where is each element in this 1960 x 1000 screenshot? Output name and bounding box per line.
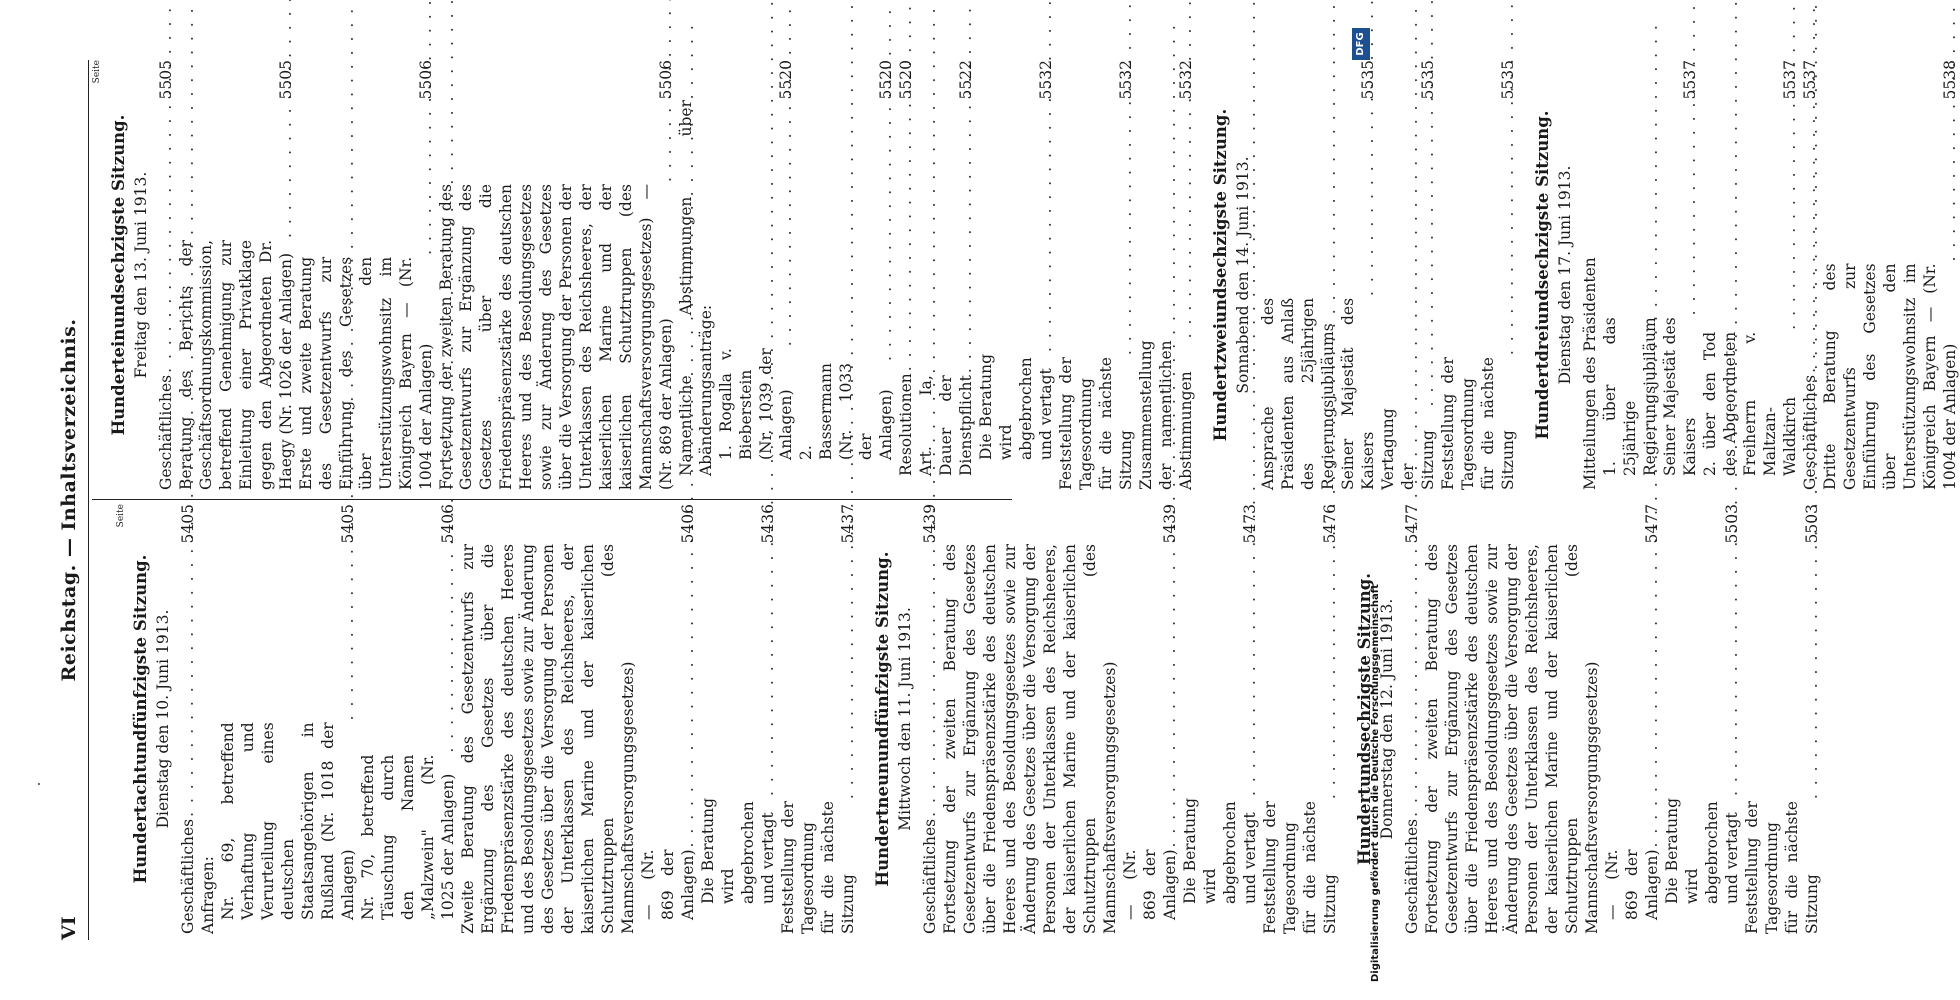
page-ref: 5406 xyxy=(679,504,697,544)
entry-text: Fortsetzung der zweiten Beratung des Gesetzentwurfs zur Ergänzung des Gesetzes über die Friedenspräsenzstärke des deutschen Heeres und des Besoldungsgesetzes sowie zur Änderung des Gesetzes über die Versorgung der Personen der Unterklassen des Reichsheeres, der kaiserlichen Marine und der kaiserlichen Schutztruppen (des Mannschaftsversorgungsgesetzes) — (Nr. 869 der Anlagen) xyxy=(437,184,675,490)
toc-entry xyxy=(920,504,940,934)
entry-text: Fortsetzung der zweiten Beratung des Gesetzentwurfs zur Ergänzung des Gesetzes über die Friedenspräsenzstärke des deutschen Heeres und des Besoldungsgesetzes sowie zur Änderung des Gesetzes über die Versorgung der Personen der Unterklassen des Reichsheeres, der kaiserlichen Marine und der kaiserlichen Schutztruppen (des Mannschaftsversorgungsgesetzes) xyxy=(1423,544,1601,934)
running-header xyxy=(52,60,89,940)
dot-leader xyxy=(438,546,458,753)
dot-leader xyxy=(1116,102,1136,355)
toc-entry xyxy=(1602,504,1662,934)
toc-entry xyxy=(458,504,638,934)
toc-entry xyxy=(198,504,218,934)
entry-text: Feststellung der Tagesordnung für die nächste Sitzung xyxy=(1743,801,1821,934)
entry-text: Dritte Beratung des Gesetzentwurfs zur Einführung des Gesetzes über den Unterstützungswohnsitz im Königreich Bayern — (Nr. 1004 der Anlagen) xyxy=(1821,263,1959,490)
entry-text: Die Beratung wird abgebrochen und vertagt xyxy=(699,797,777,904)
entry-text: Anfragen: xyxy=(199,856,217,934)
session-section xyxy=(1532,60,1960,490)
page-ref: 5532 xyxy=(1037,60,1055,100)
entry-text: 1. über das 25jährige Regierungsjubiläum Seiner Majestät des Kaisers xyxy=(1601,317,1699,476)
column-divider xyxy=(92,499,1012,500)
toc-entry xyxy=(1180,504,1260,934)
toc-entry xyxy=(676,60,716,490)
session-section xyxy=(1354,504,1822,934)
page-ref: 5405 xyxy=(179,504,197,544)
dot-leader xyxy=(1940,102,1960,261)
page-ref: 5506 xyxy=(417,60,435,100)
entry-text: Feststellung der Tagesordnung für die nächste Sitzung xyxy=(1439,357,1517,490)
page-number: VI xyxy=(58,916,80,940)
page-ref: 5439 xyxy=(1161,504,1179,544)
session-date: Sonnabend den 14. Juni 1913. xyxy=(1234,156,1252,394)
seite-label-left: Seite xyxy=(116,504,126,528)
entry-text: 2. Bassermann (Nr. 1033 der Anlagen) xyxy=(797,362,895,460)
entry-text: Geschäftliches xyxy=(1403,818,1421,934)
right-column xyxy=(92,60,1960,490)
dot-leader xyxy=(1240,546,1260,796)
page-ref: 5477 xyxy=(1403,504,1421,544)
page-ref: 5436 xyxy=(759,504,777,544)
dot-leader xyxy=(1642,546,1662,848)
toc-entry xyxy=(1136,60,1196,490)
entry-text: Feststellung der Tagesordnung für die nächste Sitzung xyxy=(1057,357,1135,490)
entry-text: Die Beratung wird abgebrochen und vertagt xyxy=(1181,797,1259,904)
entry-text: 2. über den Tod des Abgeordneten Freiherrn v. Maltzan-Waldkirch xyxy=(1701,331,1799,476)
session-title: Hundertundsechzigste Sitzung. xyxy=(1355,572,1374,866)
dot-leader xyxy=(838,546,858,799)
page-ref: 5506 xyxy=(657,60,675,100)
entry-text: Die Beratung wird abgebrochen und vertagt xyxy=(977,353,1055,460)
entry-text: Art. Ia, Dauer der Dienstpflicht xyxy=(917,375,975,476)
dot-leader xyxy=(178,546,198,817)
entry-text: Fortsetzung der zweiten Beratung des Gesetzentwurfs zur Ergänzung des Gesetzes über die Friedenspräsenzstärke des deutschen Heeres und des Besoldungsgesetzes sowie zur Änderung des Gesetzes über die Versorgung der Personen der Unterklassen des Reichsheeres, der kaiserlichen Marine und der kaiserlichen Schutztruppen (des Mannschaftsversorgungsgesetzes) xyxy=(941,544,1119,934)
toc-entry xyxy=(940,504,1120,934)
toc-entry xyxy=(1742,504,1822,934)
toc-entry xyxy=(916,60,976,490)
toc-entry xyxy=(176,60,296,490)
page-ref: 5537 xyxy=(1801,60,1819,100)
page-ref: 5537 xyxy=(1681,60,1699,100)
entry-text: Resolutionen xyxy=(897,373,915,476)
page-ref: 5439 xyxy=(921,504,939,544)
toc-entry xyxy=(1402,504,1422,934)
dot-leader xyxy=(956,102,976,373)
page-ref: 5520 xyxy=(777,60,795,100)
header-title: Reichstag. — Inhaltsverzeichnis. xyxy=(58,318,80,682)
dot-leader xyxy=(896,102,916,371)
session-section xyxy=(108,60,1196,490)
page-ref: 5406 xyxy=(439,504,457,544)
page-ref: 5405 xyxy=(339,504,357,544)
dot-leader xyxy=(758,546,778,796)
digitization-credit: Digitalisierung gefördert durch die Deutsche Forschungsgemeinschaft xyxy=(1370,584,1381,982)
entry-text: Ansprache des Präsidenten aus Anlaß des 25jährigen Regierungsjubiläums Seiner Majestät des Kaisers xyxy=(1259,297,1377,490)
session-date: Freitag den 13. Juni 1913. xyxy=(132,171,150,379)
session-title: Hundertzweiundsechzigste Sitzung. xyxy=(1211,108,1230,442)
dot-leader xyxy=(1036,102,1056,352)
dot-leader xyxy=(338,546,358,720)
entry-text: Geschäftliches xyxy=(1801,374,1819,490)
dot-leader xyxy=(920,546,940,817)
toc-entry xyxy=(1438,60,1518,490)
session-title: Hundertachtundfünfzigste Sitzung. xyxy=(131,554,150,884)
toc-entry xyxy=(1580,60,1600,490)
dot-leader xyxy=(678,546,698,848)
toc-entry xyxy=(778,504,858,934)
dot-leader xyxy=(1802,546,1822,799)
toc-entry xyxy=(1700,60,1800,490)
session-date: Dienstag den 17. Juni 1913. xyxy=(1556,165,1574,385)
toc-entry xyxy=(716,60,796,490)
toc-entry xyxy=(218,504,358,934)
dot-leader xyxy=(1780,102,1800,330)
entry-text: Mitteilungen des Präsidenten xyxy=(1581,257,1599,490)
dot-leader xyxy=(416,102,436,255)
entry-text: Nr. 69, betreffend Verhaftung und Verurteilung eines deutschen Staatsangehörigen in Rußland (Nr. 1018 der Anlagen) xyxy=(219,722,357,920)
toc-entry xyxy=(698,504,778,934)
toc-entry xyxy=(296,60,436,490)
page-ref: 5505 xyxy=(157,60,175,100)
dot-leader xyxy=(1722,546,1742,796)
toc-entry xyxy=(896,60,916,490)
entry-text: Geschäftliches xyxy=(179,818,197,934)
dot-leader xyxy=(1176,102,1196,338)
print-speck xyxy=(38,783,40,785)
toc-entry xyxy=(976,60,1056,490)
page-ref: 5520 xyxy=(877,60,895,100)
toc-entry xyxy=(1056,60,1136,490)
page-ref: 5537 xyxy=(1781,60,1799,100)
entry-text: Geschäftliches xyxy=(921,818,939,934)
dot-leader xyxy=(656,102,676,182)
page-ref: 5505 xyxy=(277,60,295,100)
toc-entry xyxy=(1662,504,1742,934)
entry-text: Vertagung der Sitzung xyxy=(1379,408,1437,490)
page-ref: 5535 xyxy=(1359,60,1377,100)
entry-text: 1. Rogalla v. Bieberstein (Nr. 1039 der Anlagen) xyxy=(717,348,795,460)
session-title: Hundertneunundfünfzigste Sitzung. xyxy=(873,551,892,887)
entry-text: Zweite Beratung des Gesetzentwurfs zur Ergänzung des Gesetzes über die Friedenspräsenzstärke des deutschen Heeres und des Besoldungsgesetzes sowie zur Änderung des Gesetzes über die Versorgung der Personen der Unterklassen des Reichsheeres, der kaiserlichen Marine und der kaiserlichen Schutztruppen (des Mannschaftsversorgungsgesetzes) xyxy=(459,544,637,934)
page-ref: 5476 xyxy=(1321,504,1339,544)
toc-entry xyxy=(358,504,458,934)
toc-entry xyxy=(1260,504,1340,934)
dot-leader xyxy=(1800,102,1820,373)
dot-leader xyxy=(276,102,296,238)
page-ref: 5538 xyxy=(1941,60,1959,100)
session-date: Donnerstag den 12. Juni 1913. xyxy=(1378,598,1396,840)
entry-text: Zusammenstellung der namentlichen Abstimmungen xyxy=(1137,340,1195,490)
session-section xyxy=(872,504,1340,934)
toc-entry xyxy=(156,60,176,490)
entry-text: Feststellung der Tagesordnung für die nächste Sitzung xyxy=(1261,801,1339,934)
toc-entry xyxy=(1800,60,1820,490)
left-column xyxy=(92,504,1822,934)
page-ref: 5477 xyxy=(1643,504,1661,544)
session-title: Hundertdreiundsechzigste Sitzung. xyxy=(1533,110,1552,440)
entry-text: — (Nr. 869 der Anlagen) xyxy=(639,849,697,920)
dot-leader xyxy=(1680,102,1700,315)
toc-entry xyxy=(436,60,676,490)
entry-text: — (Nr. 869 der Anlagen) xyxy=(1121,849,1179,920)
entry-text: Erste und zweite Beratung des Gesetzentwurfs zur Einführung des Gesetzes über den Unterstützungswohnsitz im Königreich Bayern — (Nr. 1004 der Anlagen) xyxy=(297,256,435,490)
entry-text: Feststellung der Tagesordnung für die nächste Sitzung xyxy=(779,801,857,934)
dot-leader xyxy=(1320,546,1340,799)
toc-entry xyxy=(638,504,698,934)
entry-text: Die Beratung wird abgebrochen und vertagt xyxy=(1663,797,1741,904)
session-title: Hunderteinundsechzigste Sitzung. xyxy=(109,114,128,436)
page-ref: 5535 xyxy=(1419,60,1437,100)
page-ref: 5437 xyxy=(839,504,857,544)
toc-entry xyxy=(1820,60,1960,490)
page-ref: 5503 xyxy=(1723,504,1741,544)
toc-entry xyxy=(1258,60,1378,490)
toc-entry xyxy=(1378,60,1438,490)
session-section xyxy=(1210,60,1518,490)
entry-text: — (Nr. 869 der Anlagen) xyxy=(1603,849,1661,920)
toc-entry xyxy=(1600,60,1700,490)
dfg-logo: DFG xyxy=(1352,28,1370,60)
session-date: Mittwoch den 11. Juni 1913. xyxy=(896,607,914,831)
entry-text: Namentliche Abstimmungen über Abänderungsanträge: xyxy=(677,100,715,476)
dot-leader xyxy=(776,102,796,346)
toc-entry xyxy=(796,60,896,490)
page-ref: 5503 xyxy=(1803,504,1821,544)
dot-leader xyxy=(1498,102,1518,355)
session-section xyxy=(130,504,858,934)
dot-leader xyxy=(1160,546,1180,848)
dot-leader xyxy=(156,102,176,373)
dot-leader xyxy=(1418,102,1438,406)
seite-label-right: Seite xyxy=(92,60,102,84)
entry-text: Nr. 70, betreffend Täuschung durch den Namen „Malzwein" (Nr. 1025 der Anlagen) xyxy=(359,754,457,920)
page-ref: 5535 xyxy=(1499,60,1517,100)
entry-text: Geschäftliches xyxy=(157,374,175,490)
toc-entry xyxy=(178,504,198,934)
dot-leader xyxy=(876,102,896,361)
entry-text: Beratung des Berichts der Geschäftsordnungskommission, betreffend Genehmigung zur Einleitung einer Privatklage gegen den Abgeordneten Dr. Haegy (Nr. 1026 der Anlagen) xyxy=(177,239,295,490)
page-ref: 5532 xyxy=(1117,60,1135,100)
toc-entry xyxy=(1120,504,1180,934)
page-ref: 5520 xyxy=(897,60,915,100)
toc-entry xyxy=(1422,504,1602,934)
session-date: Dienstag den 10. Juni 1913. xyxy=(154,609,172,829)
page-ref: 5522 xyxy=(957,60,975,100)
dot-leader xyxy=(1402,546,1422,817)
page-ref: 5532 xyxy=(1177,60,1195,100)
page-ref: 5473 xyxy=(1241,504,1259,544)
